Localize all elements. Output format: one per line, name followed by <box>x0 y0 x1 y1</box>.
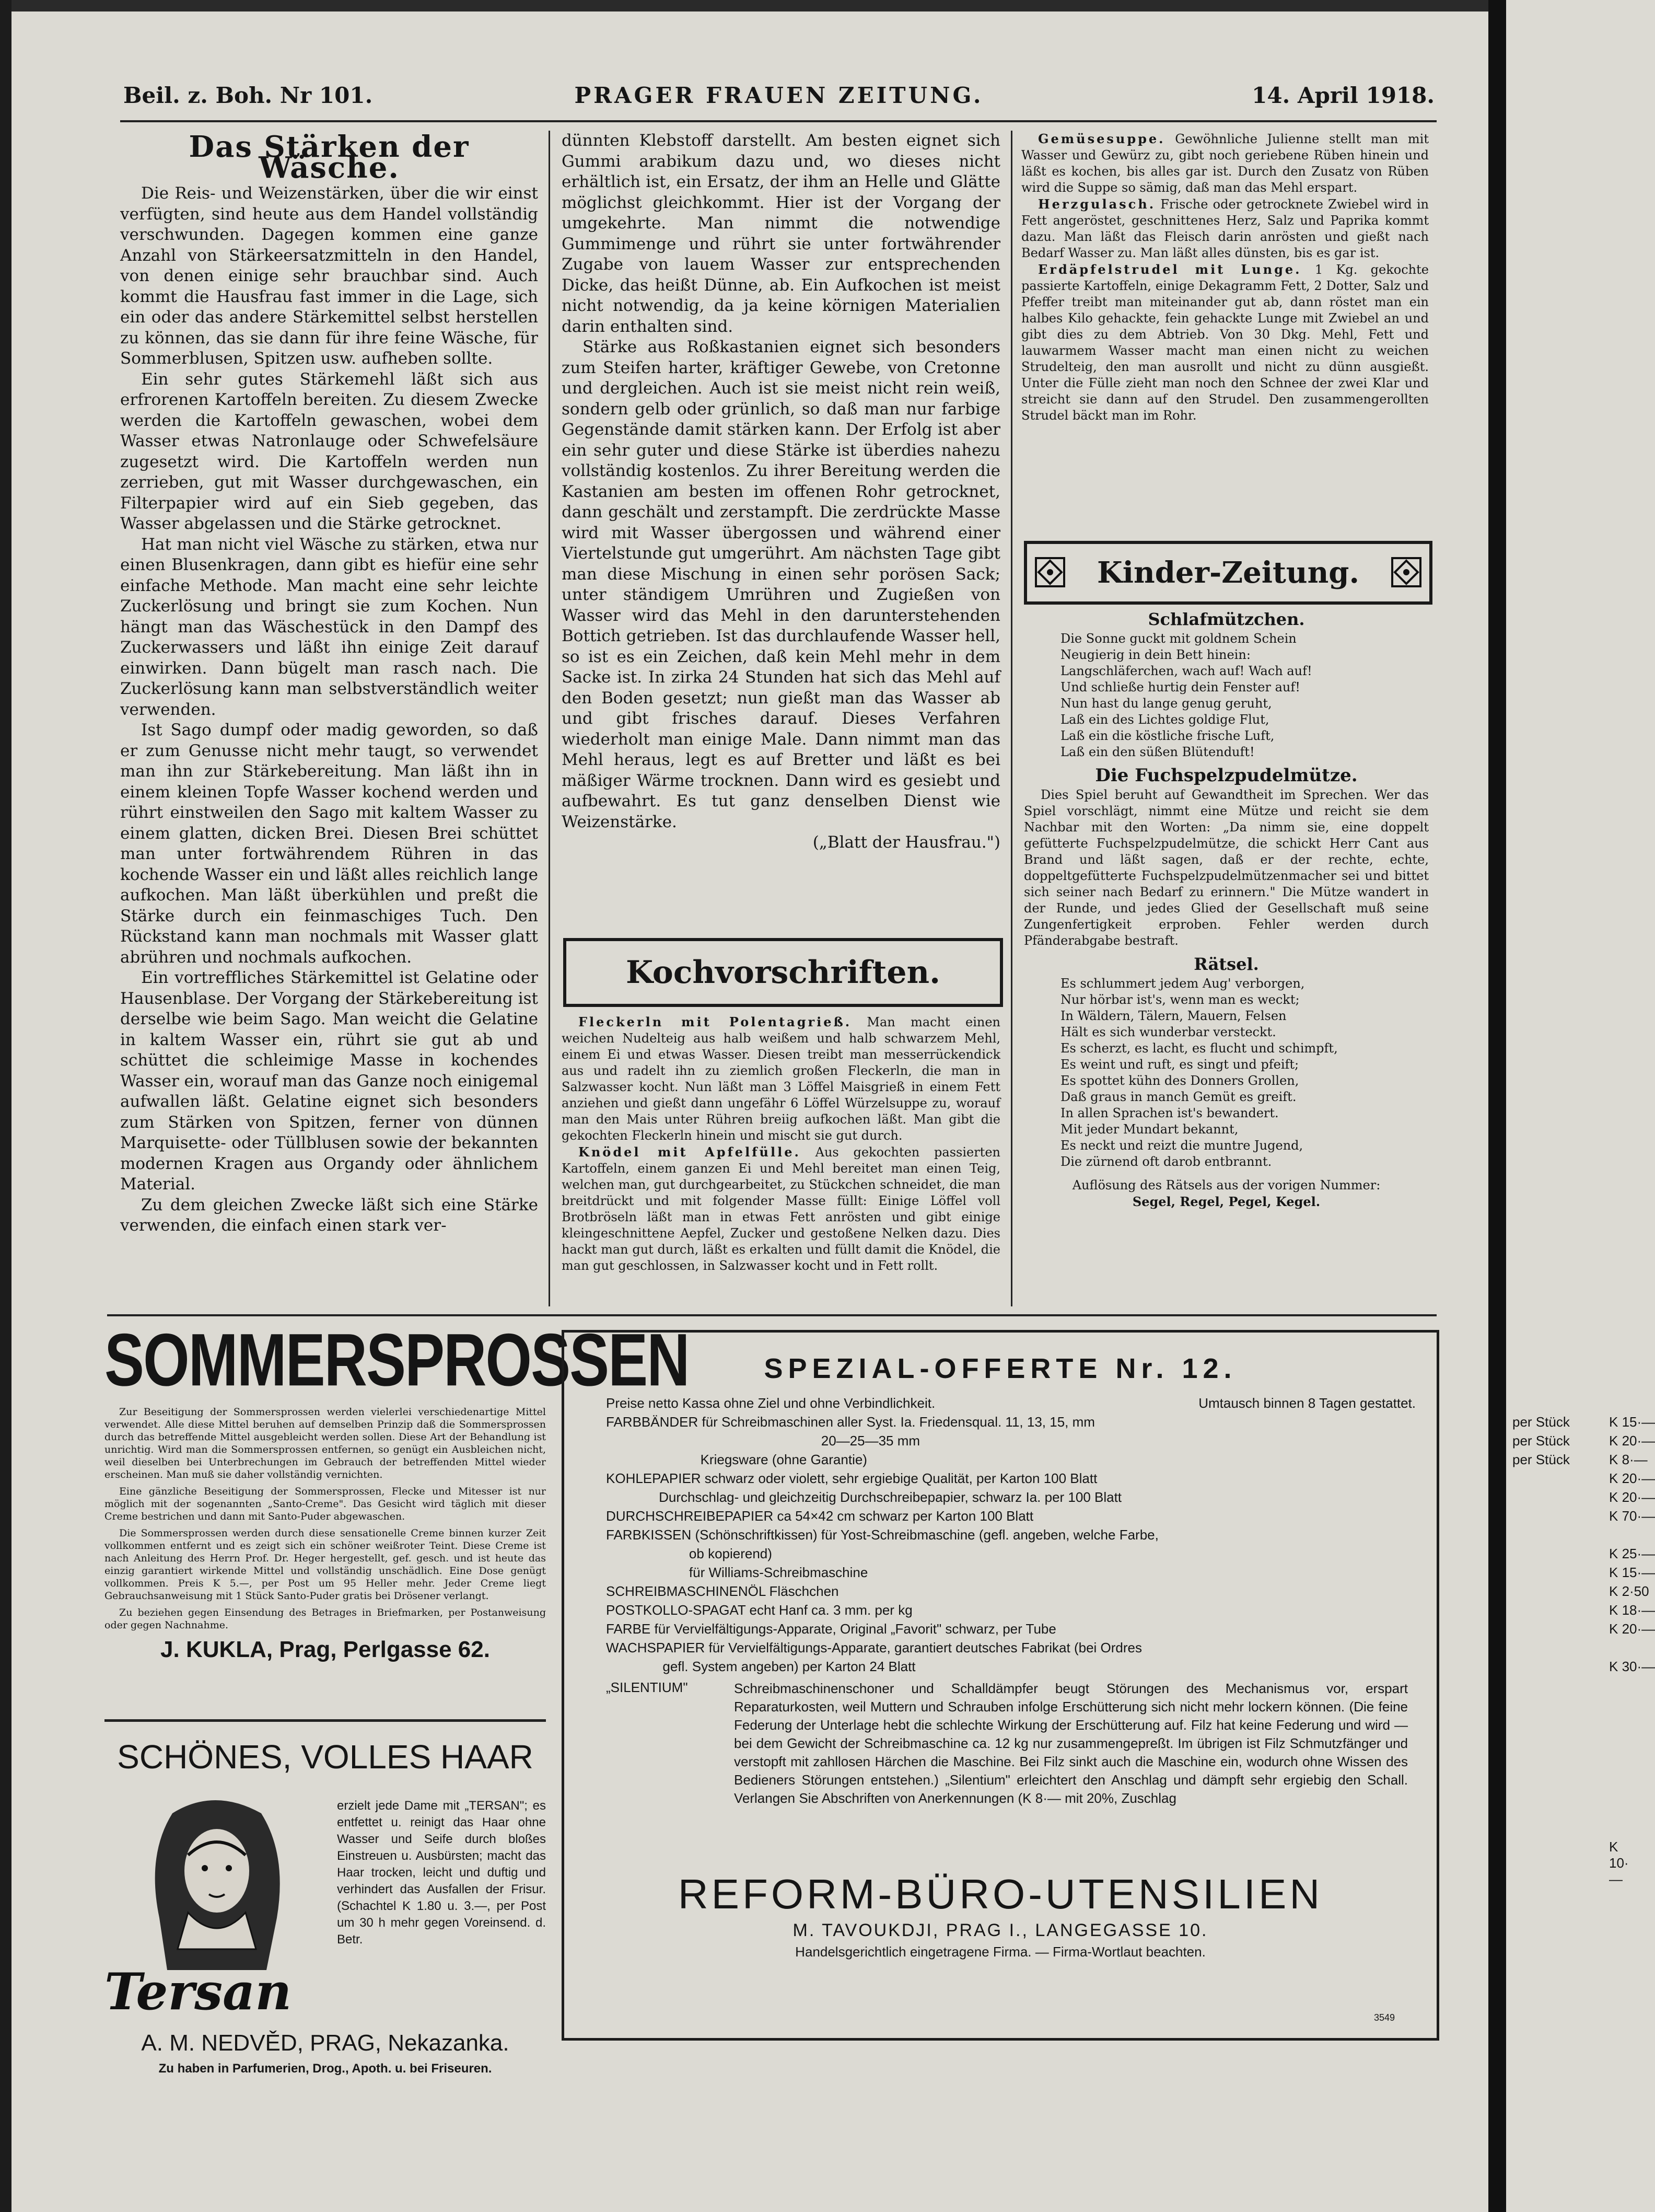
column-rule <box>1011 131 1012 1306</box>
offer-price: K 20·— <box>1609 1470 1655 1486</box>
recipe-name: Gemüsesuppe. <box>1038 131 1166 146</box>
recipe-text: Frische oder getrocknete Zwiebel wird in Fett angeröstet, geschnittenes Herz, Salz und Paprika kommt dazu. Man läßt das Fleisch darin anrösten und gießt nach Bedarf Wasser zu. Man läßt alles dünsten, bis es gar ist. <box>1021 197 1429 260</box>
woman-portrait-illustration <box>110 1792 329 1991</box>
article-paragraph: Stärke aus Roßkastanien eignet sich besonders zum Steifen harter, kräftiger Gewebe, von Cretonne und dergleichen. Auch ist sie meist nicht rein weiß, sondern gelb oder grünlich, so daß man nur farbige Gegenstände damit stärken kann. Der Erfolg ist aber ein sehr guter und diese Stärke ist überdies nahezu vollständig kostenlos. Zu ihrer Bereitung werden die Kastanien am besten im offenen Rohr getrocknet, dann geschält und zerstampft. Die zerdrückte Masse wird mit Wasser übergossen und während einer Viertelstunde gut umgerührt. Am nächsten Tage gibt man diese Mischung in einen sehr porösen Sack; unter ständigem Umrühren und Zugießen von Wasser wird das Mehl in den darunterstehenden Bottich getrieben. Ist das durchlaufende Wasser hell, so ist es ein Zeichen, daß kein Mehl mehr in dem Sacke ist. In zirka 24 Stunden hat sich das Mehl auf den Boden gesetzt; nun gießt man das Wasser ab und gibt frisches darauf. Dieses Verfahren wiederholt man einige Male. Dann nimmt man das Mehl heraus, legt es auf Bretter und läßt es bei mäßiger Wärme trocknen. Dann wird es gesiebt und aufbewahrt. Es tut ganz denselben Dienst wie Weizenstärke. <box>562 338 1000 831</box>
riddle-line: In Wäldern, Tälern, Mauern, Felsen <box>1060 1009 1287 1023</box>
offer-price: K 8·— <box>1609 1452 1648 1467</box>
recipes-title-box <box>563 938 1003 1007</box>
ad-footer: Zu haben in Parfumerien, Drog., Apoth. u. bei Friseuren. <box>158 2062 492 2076</box>
poem-line: Laß ein des Lichtes goldige Flut, <box>1060 712 1269 727</box>
kinder-title-box <box>1024 541 1432 605</box>
company-address: M. TAVOUKDJI, PRAG I., LANGEGASSE 10. <box>792 1920 1208 1940</box>
ad-code: 3549 <box>1373 2012 1395 2023</box>
offer-price: K 15·— <box>1609 1414 1655 1430</box>
offer-price: K 25·— <box>1609 1546 1655 1561</box>
offer-price: K 20·— <box>1609 1433 1655 1449</box>
page-edge <box>0 0 1506 11</box>
page-edge <box>0 0 11 2212</box>
ad-address: J. KUKLA, Prag, Perlgasse 62. <box>160 1637 490 1662</box>
offer-desc: FARBE für Vervielfältigungs-Apparate, Original „Favorit" schwarz, per Tube <box>606 1621 1056 1637</box>
recipe-text: 1 Kg. gekochte passierte Kartoffeln, einige Dekagramm Fett, 2 Dotter, Salz und Pfeffer treibt man miteinander gut ab, dann röstet man ein halbes Kilo gehackte, fein gehackte Lunge mit Zwiebel an und gibt dies zu dem Abtrieb. Von 30 Dkg. Mehl, Fett und lauwarmem Wasser macht man einen nicht zu weichen Strudelteig, den man ausrollt und nicht zu dünn ausgießt. Unter die Fülle zieht man noch den Schnee der zwei Klar und streicht sie dann auf den Strudel. Den zusammengerollten Strudel bäckt man im Rohr. <box>1021 262 1429 423</box>
recipe-name: Knödel mit Apfelfülle. <box>578 1144 801 1160</box>
company-name: REFORM-BÜRO-UTENSILIEN <box>678 1871 1323 1917</box>
silentium-text: Schreibmaschinenschoner und Schalldämpfer beugt Störungen des Mechanismus vor, erspart Reparaturkosten, weil Muttern und Schrauben infolge Erschütterung sich nicht mehr lockern können. (Die feine Federung der Unterlage hebt die schlechte Wirkung der Erschütterung auf. Filz hat keine Federung und wird — bei dem Gewicht der Schreibmaschine ca. 12 kg nur zusammengepreßt. Im übrigen ist Filz Schmutzfänger und verstopft mit zahllosen Härchen die Maschine. Bei Filz sinkt auch die Maschine ein, wodurch ohne Wissen des Bedieners Störungen entstehen.) „Silentium" erleichtert den Anschlag und dämpft sehr ergiebig den Schall. Verlangen Sie Abschriften von Anerkennungen (K 8·— mit 20%, Zuschlag <box>734 1681 1408 1806</box>
offer-desc: SCHREIBMASCHINENÖL Fläschchen <box>606 1583 839 1599</box>
offer-price: K 30·— <box>1609 1659 1655 1674</box>
poem <box>1060 631 1429 760</box>
article-paragraph: Zu dem gleichen Zwecke läßt sich eine Stärke verwenden, die einfach einen stark ver- <box>120 1195 538 1235</box>
offer-row <box>606 1602 1655 1621</box>
offer-price: K 2·50 <box>1609 1583 1649 1599</box>
poem-line: Langschläferchen, wach auf! Wach auf! <box>1060 664 1312 678</box>
issue-number: Beil. z. Boh. Nr 101. <box>123 83 373 108</box>
ornament-icon <box>1034 557 1066 588</box>
offer-row <box>606 1659 1655 1677</box>
issue-date: 14. April 1918. <box>1252 83 1435 108</box>
tersan-logo: Tersan <box>104 1962 292 2021</box>
offer-row <box>606 1527 1416 1546</box>
section-rule <box>107 1314 1437 1316</box>
ad-title: SPEZIAL-OFFERTE Nr. 12. <box>764 1353 1237 1384</box>
riddle-solution-label: Auflösung des Rätsels aus der vorigen Nummer: <box>1072 1178 1381 1192</box>
recipe-name: Fleckerln mit Polentagrieß. <box>578 1014 852 1029</box>
offer-desc: WACHSPAPIER für Vervielfältigungs-Apparate, garantiert deutsches Fabrikat (bei Ordres <box>606 1640 1142 1655</box>
recipes-column-3 <box>1021 131 1429 424</box>
ad-rule <box>104 1719 546 1722</box>
page-edge <box>1488 0 1506 2212</box>
poem-line: Laß ein den süßen Blütenduft! <box>1060 745 1255 759</box>
recipes-title: Kochvorschriften. <box>625 954 941 991</box>
newspaper-title: PRAGER FRAUEN ZEITUNG. <box>574 83 984 108</box>
riddle-line: Es scherzt, es lacht, es flucht und schimpft, <box>1060 1041 1338 1056</box>
article-paragraph: Ein sehr gutes Stärkemehl läßt sich aus erfrorenen Kartoffeln bereiten. Zu diesem Zwecke werden die Kartoffeln gewaschen, wobei dem Wasser etwas Natronlauge oder Schwefelsäure zugesetzt wird. Die Kartoffeln werden nun zerrieben, gut mit Wasser durchgewaschen, ein Filterpapier wird auf ein Sieb gegeben, das Wasser abgelassen und die Stärke getrocknet. <box>120 369 538 533</box>
offer-intro-right: Umtausch binnen 8 Tagen gestattet. <box>1198 1395 1416 1411</box>
recipe-name: Erdäpfelstrudel mit Lunge. <box>1038 262 1302 277</box>
offer-row <box>606 1452 1648 1470</box>
offer-desc: FARBBÄNDER für Schreibmaschinen aller Syst. Ia. Friedensqual. 11, 13, 15, mm <box>606 1414 1095 1430</box>
ad-paragraph: Zu beziehen gegen Einsendung des Betrages in Briefmarken, per Postanweisung oder gegen Nachnahme. <box>104 1607 546 1631</box>
poem-title: Schlafmützchen. <box>1148 609 1305 629</box>
riddle <box>1060 976 1429 1170</box>
poem-line: Laß ein die köstliche frische Luft, <box>1060 728 1275 743</box>
article-source: („Blatt der Hausfrau.") <box>812 833 1000 852</box>
article-paragraph: Hat man nicht viel Wäsche zu stärken, etwa nur einen Blusenkragen, dann gibt es hiefür eine sehr einfache Methode. Man macht eine sehr leichte Zuckerlösung und bringt sie zum Kochen. Nun hängt man das Wäschestück in den Dampf des Zuckerwassers und läßt ihn einige Zeit darauf einwirken. Dann bügelt man rasch nach. Die Zuckerlösung kann man selbstverständlich weiter verwenden. <box>120 535 538 719</box>
riddle-line: Es schlummert jedem Aug' verborgen, <box>1060 976 1305 991</box>
riddle-line: In allen Sprachen ist's bewandert. <box>1060 1106 1279 1120</box>
kinder-column <box>1024 611 1429 1210</box>
offer-price: K 20·— <box>1609 1489 1655 1505</box>
poem-line: Neugierig in dein Bett hinein: <box>1060 647 1251 662</box>
offer-intro-left: Preise netto Kassa ohne Ziel und ohne Verbindlichkeit. <box>606 1395 936 1411</box>
kinder-title: Kinder-Zeitung. <box>1097 555 1359 590</box>
offer-desc: DURCHSCHREIBEPAPIER ca 54×42 cm schwarz per Karton 100 Blatt <box>606 1508 1034 1524</box>
silentium-block <box>606 1680 1629 1887</box>
poem-line: Nun hast du lange genug geruht, <box>1060 696 1272 711</box>
offer-intro <box>606 1395 1416 1414</box>
offer-row <box>606 1640 1416 1659</box>
offer-row <box>606 1508 1655 1527</box>
ad-paragraph: Die Sommersprossen werden durch diese sensationelle Creme binnen kurzer Zeit vollkommen entfernt und es zeigt sich ein schöner weißroter Teint. Diese Creme ist nach Anleitung des Herrn Prof. Dr. Heger hergestellt, gef. gesch. und ist heute das einzig garantiert wirkende Mittel und vollständig unschädlich. Eine Dose genügt vollkommen. Preis K 5.—, per Post um 95 Heller mehr. Jeder Creme liegt Gebrauchsanweisung mit 1 Stück Santo-Puder gratis bei Drösener verlangt. <box>104 1527 546 1602</box>
offer-row <box>606 1565 1655 1583</box>
ornament-icon <box>1391 557 1422 588</box>
riddle-line: Mit jeder Mundart bekannt, <box>1060 1122 1239 1137</box>
offer-price: K 70·— <box>1609 1508 1655 1524</box>
company-register: Handelsgerichtlich eingetragene Firma. — Firma-Wortlaut beachten. <box>795 1944 1206 1960</box>
recipes-column-2 <box>562 1014 1000 1274</box>
offer-unit: per Stück <box>1512 1433 1570 1449</box>
riddle-line: Die zürnend oft darob entbrannt. <box>1060 1154 1272 1169</box>
offer-price: K 18·— <box>1609 1602 1655 1618</box>
ad-title: SOMMERSPROSSEN <box>104 1318 689 1402</box>
ad-title: SCHÖNES, VOLLES HAAR <box>117 1738 533 1776</box>
riddle-line: Es weint und ruft, es singt und pfeift; <box>1060 1057 1299 1072</box>
riddle-line: Hält es sich wunderbar versteckt. <box>1060 1025 1276 1039</box>
ad-body <box>104 1406 546 1631</box>
game-title: Die Fuchspelzpudelmütze. <box>1095 765 1358 786</box>
recipe-text: Gewöhnliche Julienne stellt man mit Wasser und Gewürz zu, gibt noch geriebene Rüben hinein und läßt es kochen, bis alles gar ist. Durch den Zusatz von Rüben wird die Suppe so sämig, daß man das Mehl erspart. <box>1021 132 1429 195</box>
riddle-solution: Segel, Regel, Pegel, Kegel. <box>1132 1194 1321 1209</box>
article-paragraph: Ein vortreffliches Stärkemittel ist Gelatine oder Hausenblase. Der Vorgang der Stärkebereitung ist derselbe wie beim Sago. Man weicht die Gelatine in kaltem Wasser ein, rührt sie gut ab und schüttet die schleimige Masse in kochendes Wasser ein, worauf man das Ganze noch einigemal aufwallen läßt. Gelatine eignet sich besonders zum Stärken von Spitzen, ferner von dünnen Marquisette- oder Tüllblusen sowie der bekannten modernen Kragen aus Organdy oder ähnlichem Material. <box>120 968 538 1194</box>
offer-desc: gefl. System angeben) per Karton 24 Blatt <box>606 1659 916 1674</box>
article-column-1 <box>120 130 538 1236</box>
offer-desc: Durchschlag- und gleichzeitig Durchschreibepapier, schwarz Ia. per 100 Blatt <box>606 1489 1122 1505</box>
article-paragraph: dünnten Klebstoff darstellt. Am besten eignet sich Gummi arabikum dazu und, wo dieses nicht erhältlich ist, ein Ersatz, der ihm an Helle und Glätte möglichst gleichkommt. Hier ist der Vorgang der umgekehrte. Man nimmt die notwendige Gummimenge und rührt sie unter fortwährender Zugabe von lauem Wasser zur entsprechenden Dicke, das heißt Dünne, ab. Ein Aufkochen ist meist nicht notwendig, da ja keine körnigen Materialien darin enthalten sind. <box>562 131 1000 336</box>
offer-unit: per Stück <box>1512 1414 1570 1430</box>
offer-row <box>606 1433 1655 1452</box>
article-column-2 <box>562 131 1000 853</box>
column-rule <box>549 131 550 1306</box>
ad-body: erzielt jede Dame mit „TERSAN"; es entfettet u. reinigt das Haar ohne Wasser und Seife durch bloßes Einstreuen u. Ausbürsten; macht das Haar trocken, leicht und duftig und verhindert das Ausfallen der Frisur. (Schachtel K 1.80 u. 3.—, per Post um 30 h mehr gegen Voreinsend. d. Betr. <box>337 1799 546 1947</box>
ad-paragraph: Eine gänzliche Beseitigung der Sommersprossen, Flecke und Mitesser ist nur möglich mit der sogenannten „Santo-Creme". Das Gesicht wird täglich mit dieser Creme bestrichen und dann mit Santo-Puder abgewaschen. <box>104 1486 546 1522</box>
page-header <box>123 83 1435 119</box>
offer-desc: FARBKISSEN (Schönschriftkissen) für Yost-Schreibmaschine (gefl. angeben, welche Farbe, <box>606 1527 1159 1543</box>
silentium-price: K 10·— <box>1609 1839 1629 1887</box>
offer-desc: 20—25—35 mm <box>606 1433 920 1449</box>
offer-row <box>606 1621 1655 1640</box>
riddle-line: Nur hörbar ist's, wenn man es weckt; <box>1060 992 1300 1007</box>
riddle-line: Es spottet kühn des Donners Grollen, <box>1060 1073 1299 1088</box>
offer-table <box>606 1395 1655 1887</box>
poem-line: Und schließe hurtig dein Fenster auf! <box>1060 680 1300 694</box>
silentium-label: „SILENTIUM" <box>606 1680 688 1695</box>
offer-desc: Kriegsware (ohne Garantie) <box>606 1452 867 1467</box>
offer-price: K 15·— <box>1609 1565 1655 1580</box>
poem-line: Die Sonne guckt mit goldnem Schein <box>1060 631 1297 646</box>
header-rule <box>120 120 1437 122</box>
offer-price: K 20·— <box>1609 1621 1655 1637</box>
offer-row <box>606 1414 1655 1433</box>
riddle-line: Daß graus in manch Gemüt es greift. <box>1060 1090 1297 1104</box>
offer-row <box>606 1489 1655 1508</box>
offer-desc: ob kopierend) <box>606 1546 772 1561</box>
riddle-line: Es neckt und reizt die muntre Jugend, <box>1060 1138 1303 1153</box>
offer-desc: POSTKOLLO-SPAGAT echt Hanf ca. 3 mm. per kg <box>606 1602 913 1618</box>
game-text: Dies Spiel beruht auf Gewandtheit im Sprechen. Wer das Spiel vorschlägt, nimmt eine Mütze und reicht sie dem Nachbar mit den Worten: „Da nimm sie, eine doppelt gefütterte Fuchspelzpudelmütze, die schickt Herr Cant aus Brand und läßt sagen, daß er der rechte, echte, doppeltgefütterte Fuchspelzpudelmützenmacher sei und bittet sich seiner nach Bedarf zu erinnern." Die Mütze wandert in der Runde, und jedes Glied der Gesellschaft muß seine Zungenfertigkeit erproben. Fehler werden durch Pfänderabgabe bestraft. <box>1024 787 1429 948</box>
ad-paragraph: Zur Beseitigung der Sommersprossen werden vielerlei verschiedenartige Mittel verwendet. Alle diese Mittel beruhen auf demselben Prinzip daß die Sommersprossen durch das betreffende Mittel ausgebleicht werden sollen. Diese Art der Behandlung ist unrichtig. Wird man die Sommersprossen entfernen, so genügt ein Ausbleichen nicht, weil dieselben bei Unterbrechungen im Gebrauch der betreffenden Mittel wieder erscheinen. Man muß sie daher vollständig vernichten. <box>104 1406 546 1480</box>
offer-desc: KOHLEPAPIER schwarz oder violett, sehr ergiebige Qualität, per Karton 100 Blatt <box>606 1470 1098 1486</box>
ad-offerte <box>562 1330 1655 2041</box>
ad-address: A. M. NEDVĚD, PRAG, Nekazanka. <box>141 2030 509 2056</box>
offer-row <box>606 1546 1655 1565</box>
offer-row <box>606 1470 1655 1489</box>
recipe-name: Herzgulasch. <box>1038 196 1156 212</box>
riddle-title: Rätsel. <box>1194 954 1259 974</box>
offer-row <box>606 1583 1649 1602</box>
article-paragraph: Ist Sago dumpf oder madig geworden, so daß er zum Genusse nicht mehr taugt, so verwendet man ihn zur Stärkebereitung. Man läßt ihn in einem kleinen Topfe Wasser kochend werden und rührt einstweilen den Sago mit kaltem Wasser zu einem glatten, dicken Brei. Diesen Brei schüttet man unter fortwährendem Rühren in das kochende Wasser ein und läßt alles reichlich lange aufkochen. Man läßt überkühlen und preßt die Stärke durch ein feinmaschiges Tuch. Den Rückstand kann man nochmals mit Wasser glatt abrühren und nochmals aufkochen. <box>120 721 538 967</box>
recipe-text: Aus gekochten passierten Kartoffeln, einem ganzen Ei und Mehl bereitet man einen Teig, welchen man, gut durchgearbeitet, zu Stückchen schneidet, die man breitdrückt und mit folgender Masse füllt: Einige Löffel voll Brotbröseln läßt man in etwas Fett anrösten und gibt einige kleingeschnittene Aepfel, Zucker und gestoßene Nelken dazu. Dies hackt man gut durch, läßt es erkalten und füllt damit die Knödel, die man gut geschlossen, in Salzwasser kocht und in Fett rollt. <box>562 1145 1000 1273</box>
article-paragraph: Die Reis- und Weizenstärken, über die wir einst verfügten, sind heute aus dem Handel vollständig verschwunden. Dagegen kommen eine ganze Anzahl von Stärkeersatzmitteln in den Handel, von denen einige sehr brauchbar sind. Auch kommt die Hausfrau fast immer in die Lage, sich ein oder das andere Stärkemittel selbst herstellen zu können, das sie dann für ihre feine Wäsche, für Sommerblusen, Spitzen usw. aufheben sollte. <box>120 184 538 368</box>
offer-desc: für Williams-Schreibmaschine <box>606 1565 868 1580</box>
recipe-text: Man macht einen weichen Nudelteig aus halb weißem und halb schwarzem Mehl, einem Ei und etwas Wasser. Diesen treibt man messerrückendick aus und radelt ihn zu ziemlich großen Fleckerln, die man in Salzwasser kocht. Nun läßt man 3 Löffel Maisgrieß in einem Fett anziehen und gießt dann ungefähr 6 Löffel Würzelsuppe zu, worauf man den Mais unter Rühren breiig aufkochen läßt. Man gibt die gekochten Fleckerln hinein und mischt sie gut durch. <box>562 1015 1000 1143</box>
article-title: Das Stärken der Wäsche. <box>189 130 470 185</box>
offer-unit: per Stück <box>1512 1452 1570 1467</box>
